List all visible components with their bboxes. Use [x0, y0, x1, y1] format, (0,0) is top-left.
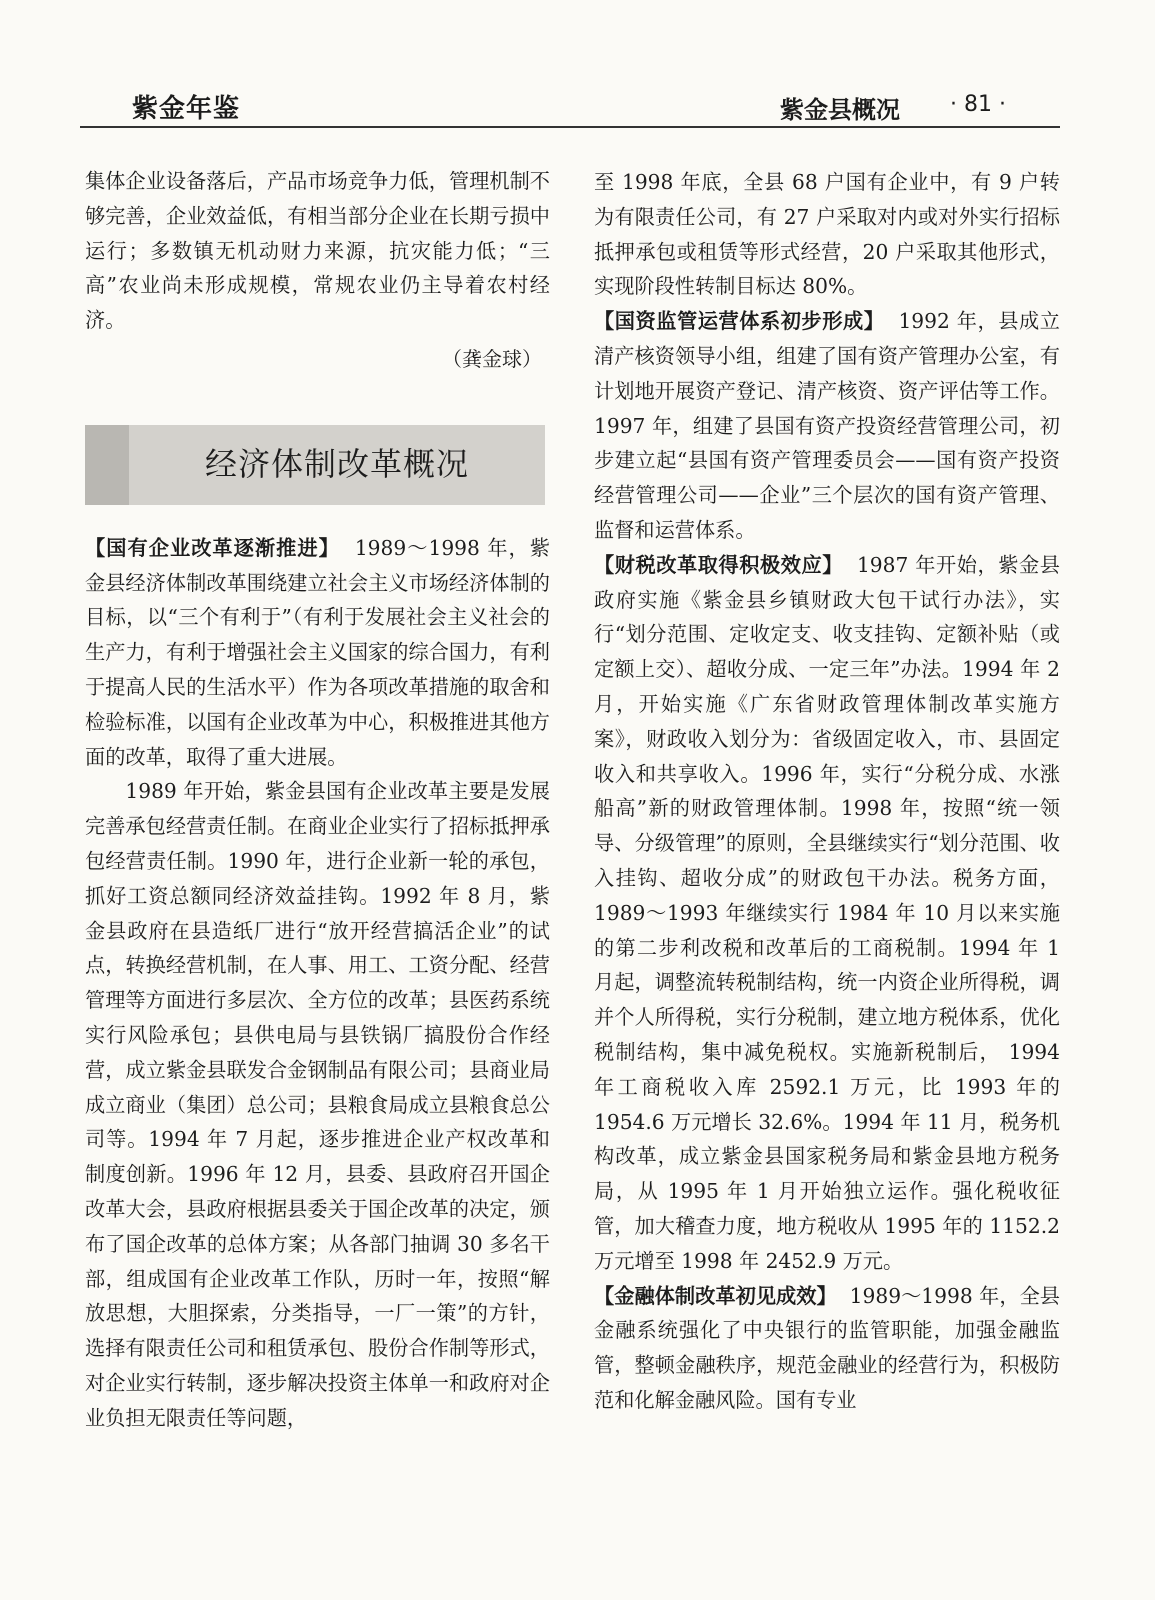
chapter-title: 紫金县概况: [780, 96, 900, 124]
fiscal-paragraph: [594, 548, 1060, 1279]
page-number: · 81 ·: [950, 92, 1006, 117]
soe-reform-text-1: 1989～1998 年，紫金县经济体制改革围绕建立社会主义市场经济体制的目标，以“三个有利于”（有利于发展社会主义社会的生产力，有利于增强社会主义国家的综合国力，有利于提高人民的生活水平）作为各项改革措施的取舍和检验标准，以国有企业改革为中心，积极推进其他方面的改革，取得了重大进展。: [85, 535, 550, 769]
assets-text: 1992 年，县成立清产核资领导小组，组建了国有资产管理办公室，有计划地开展资产登记、清产核资、资产评估等工作。1997 年，组建了县国有资产投资经营管理公司，初步建立起“县国有资产管理委员会——国有资产投资经营管理公司——企业”三个层次的国有资产管理、监督和运营体系。: [594, 309, 1060, 542]
book-title: 紫金年鉴: [132, 94, 241, 124]
finance-text: 1989～1998 年，全县金融系统强化了中央银行的监管职能，加强金融监管，整顿金融秩序，规范金融业的经营行为，积极防范和化解金融风险。国有专业: [594, 1283, 1060, 1412]
right-column: [594, 165, 1060, 1418]
author-credit: （龚金球）: [442, 346, 542, 371]
soe-reform-paragraph-1: [85, 531, 550, 775]
soe-reform-paragraph-2: 1989 年开始，紫金县国有企业改革主要是发展完善承包经营责任制。在商业企业实行了招标抵押承包经营责任制。1990 年，进行企业新一轮的承包，抓好工资总额同经济效益挂钩。1992 年 8 月，紫金县政府在县造纸厂进行“放开经营搞活企业”的试点，转换经营机制，在人事、用工、工资分配、经营管理等方面进行多层次、全方位的改革；县医药系统实行风险承包；县供电局与县铁锅厂搞股份合作经营，成立紫金县联发合金钢制品有限公司；县商业局成立商业（集团）总公司；县粮食局成立县粮食总公司等。1994 年 7 月起，逐步推进企业产权改革和制度创新。1996 年 12 月，县委、县政府召开国企改革大会，县政府根据县委关于国企改革的决定，颁布了国企改革的总体方案；从各部门抽调 30 多名干部，组成国有企业改革工作队，历时一年，按照“解放思想，大胆探索，分类指导，一厂一策”的方针，选择有限责任公司和租赁承包、股份合作制等形式，对企业实行转制，逐步解决投资主体单一和政府对企业负担无限责任等问题，: [85, 779, 550, 1430]
fiscal-text: 1987 年开始，紫金县政府实施《紫金县乡镇财政大包干试行办法》，实行“划分范围、定收定支、收支挂钩、定额补贴（或定额上交）、超收分成、一定三年”办法。1994 年 2 月，开始实施《广东省财政管理体制改革实施方案》，财政收入划分为：省级固定收入，市、县固定收入和共享收入。1996 年，实行“分税分成、水涨船高”新的财政管理体制。1998 年，按照“统一领导、分级管理”的原则，全县继续实行“划分范围、收入挂钩、超收分成”的财政包干办法。税务方面，1989～1993 年继续实行 1984 年 10 月以来实施的第二步利改税和改革后的工商税制。1994 年 1 月起，调整流转税制结构，统一内资企业所得税，调并个人所得税，实行分税制，建立地方税体系，优化税制结构，集中减免税权。实施新税制后， 1994 年工商税收入库 2592.1 万元，比 1993 年的 1954.6 万元增长 32.6%。1994 年 11 月，税务机构改革，成立紫金县国家税务局和紫金县地方税务局，从 1995 年 1 月开始独立运作。强化税收征管，加大稽查力度，地方税收从 1995 年的 1152.2 万元增至 1998 年 2452.9 万元。: [594, 552, 1060, 1273]
soe-reform-heading: 【国有企业改革逐渐推进】: [85, 535, 340, 560]
section-title-banner: [85, 425, 545, 505]
finance-paragraph: [594, 1279, 1060, 1418]
assets-heading: 【国资监管运营体系初步形成】: [594, 309, 885, 334]
finance-heading: 【金融体制改革初见成效】: [594, 1283, 837, 1308]
left-column: [85, 164, 550, 1436]
fiscal-heading: 【财税改革取得积极效应】: [594, 552, 843, 577]
section-title: 经济体制改革概况: [204, 445, 469, 484]
header-rule: [80, 126, 1060, 128]
assets-paragraph: [594, 304, 1060, 548]
intro-paragraph: 集体企业设备落后，产品市场竞争力低，管理机制不够完善，企业效益低，有相当部分企业在长期亏损中运行；多数镇无机动财力来源，抗灾能力低；“三高”农业尚未形成规模，常规农业仍主导着农村经济。: [85, 169, 550, 333]
soe-reform-continued: 至 1998 年底，全县 68 户国有企业中，有 9 户转为有限责任公司，有 27 户采取对内或对外实行招标抵押承包或租赁等形式经营，20 户采取其他形式，实现阶段性转制目标达 80%。: [594, 170, 1060, 299]
